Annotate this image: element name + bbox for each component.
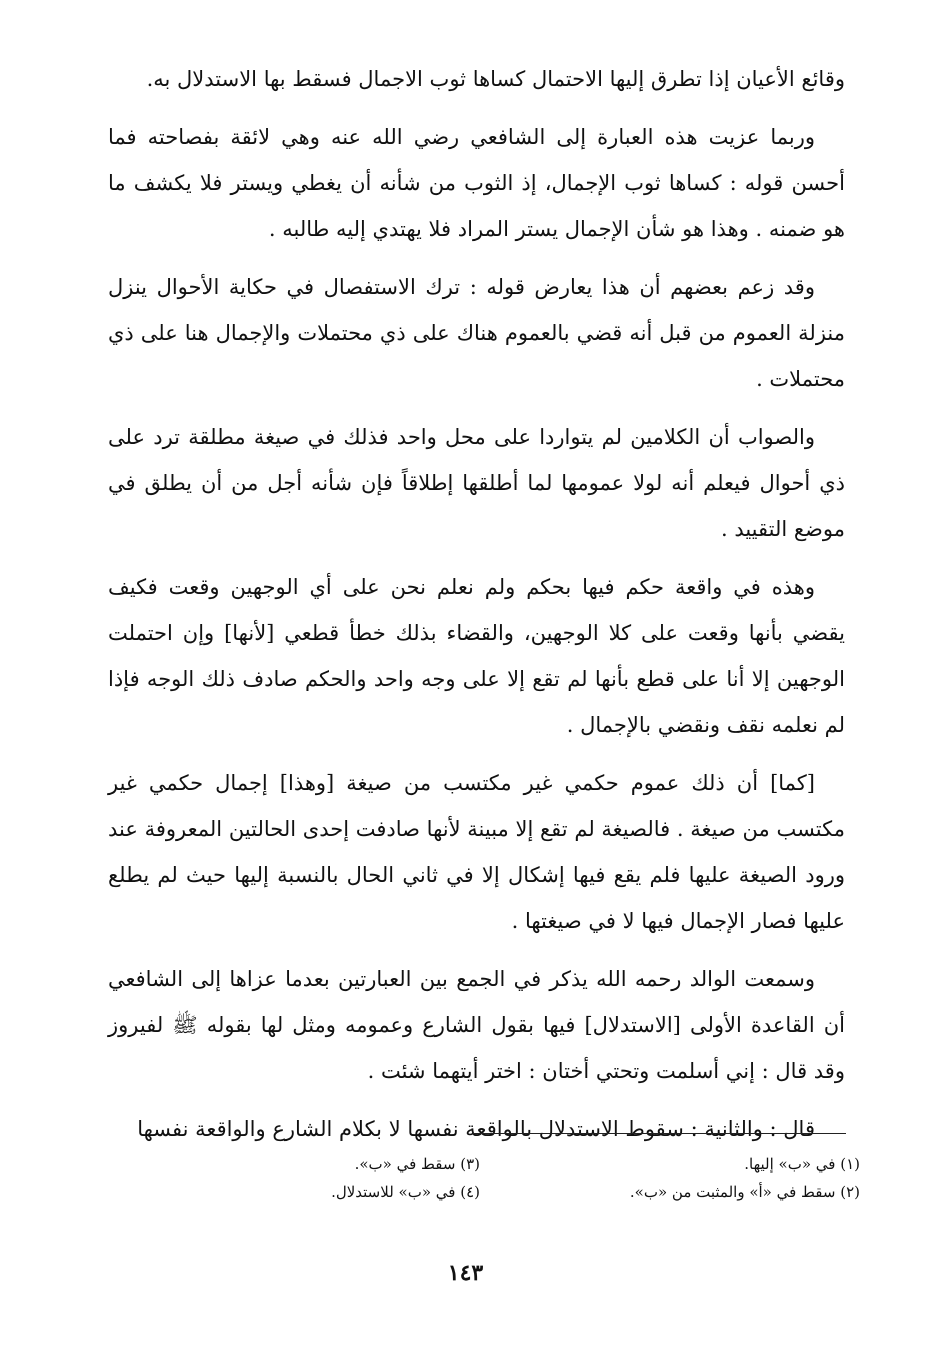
paragraph-1: وقائع الأعيان إذا تطرق إليها الاحتمال كساها ثوب الاجمال فسقط بها الاستدلال به. — [146, 67, 845, 91]
paragraph-7: وسمعت الوالد رحمه الله يذكر في الجمع بين العبارتين بعدما عزاها إلى الشافعي أن القاعدة الأولى [الاستدلال] فيها بقول الشارع وعمومه ومثل لها بقوله ﷺ لفيروز وقد قال : إني أسلمت وتحتي أختان : اختر أيتهما شئت . — [108, 967, 845, 1083]
footnote-2: (٢) سقط في «أ» والمثبت من «ب». — [629, 1183, 860, 1201]
paragraph-3: وقد زعم بعضهم أن هذا يعارض قوله : ترك الاستفصال في حكاية الأحوال ينزل منزلة العموم من قبل أنه قضي بالعموم هناك على ذي محتملات والإجمال هنا على ذي محتملات . — [108, 275, 845, 391]
footnotes — [140, 1153, 860, 1203]
paragraph-4: والصواب أن الكلامين لم يتواردا على محل واحد فذلك في صيغة مطلقة ترد على ذي أحوال فيعلم أنه لولا عمومها لما أطلقها إطلاقاً فإن شأنه أجل من أن يطلق في موضع التقييد . — [108, 425, 845, 541]
footnote-4: (٤) في «ب» للاستدلال. — [331, 1183, 480, 1201]
footnote-3: (٣) سقط في «ب». — [354, 1155, 480, 1173]
footnotes-left-column — [140, 1153, 480, 1203]
main-text — [108, 56, 845, 1164]
paragraph-2: وربما عزيت هذه العبارة إلى الشافعي رضي الله عنه وهي لائقة بفصاحته فما أحسن قوله : كساها ثوب الإجمال، إذ الثوب من شأنه أن يغطي ويستر فلا يكشف ما هو ضمنه . وهذا هو شأن الإجمال يستر المراد فلا يهتدي إليه طالبه . — [108, 125, 845, 241]
page-number: ١٤٣ — [447, 1260, 484, 1286]
footnotes-right-column — [520, 1153, 860, 1203]
footnote-separator — [473, 1133, 846, 1134]
footnote-1: (١) في «ب» إليها. — [744, 1155, 860, 1173]
paragraph-8: قال : والثانية : سقوط الاستدلال بالواقعة نفسها لا بكلام الشارع والواقعة نفسها — [137, 1117, 815, 1141]
paragraph-5: وهذه في واقعة حكم فيها بحكم ولم نعلم نحن على أي الوجهين وقعت فكيف يقضي بأنها وقعت على كلا الوجهين، والقضاء بذلك خطأ قطعي [لأنها] وإن احتملت الوجهين إلا أنا على قطع بأنها لم تقع إلا على وجه واحد والحكم صادف ذلك الوجه فإذا لم نعلمه نقف ونقضي بالإجمال . — [108, 575, 845, 737]
paragraph-6: [كما] أن ذلك عموم حكمي غير مكتسب من صيغة [وهذا] إجمال حكمي غير مكتسب من صيغة . فالصيغة لم تقع إلا مبينة لأنها صادفت إحدى الحالتين المعروفة عند ورود الصيغة عليها فلم يقع فيها إشكال إلا في ثاني الحال بالنسبة إليها حيث لم يطلع عليها فصار الإجمال فيها لا في صيغتها . — [108, 771, 845, 933]
